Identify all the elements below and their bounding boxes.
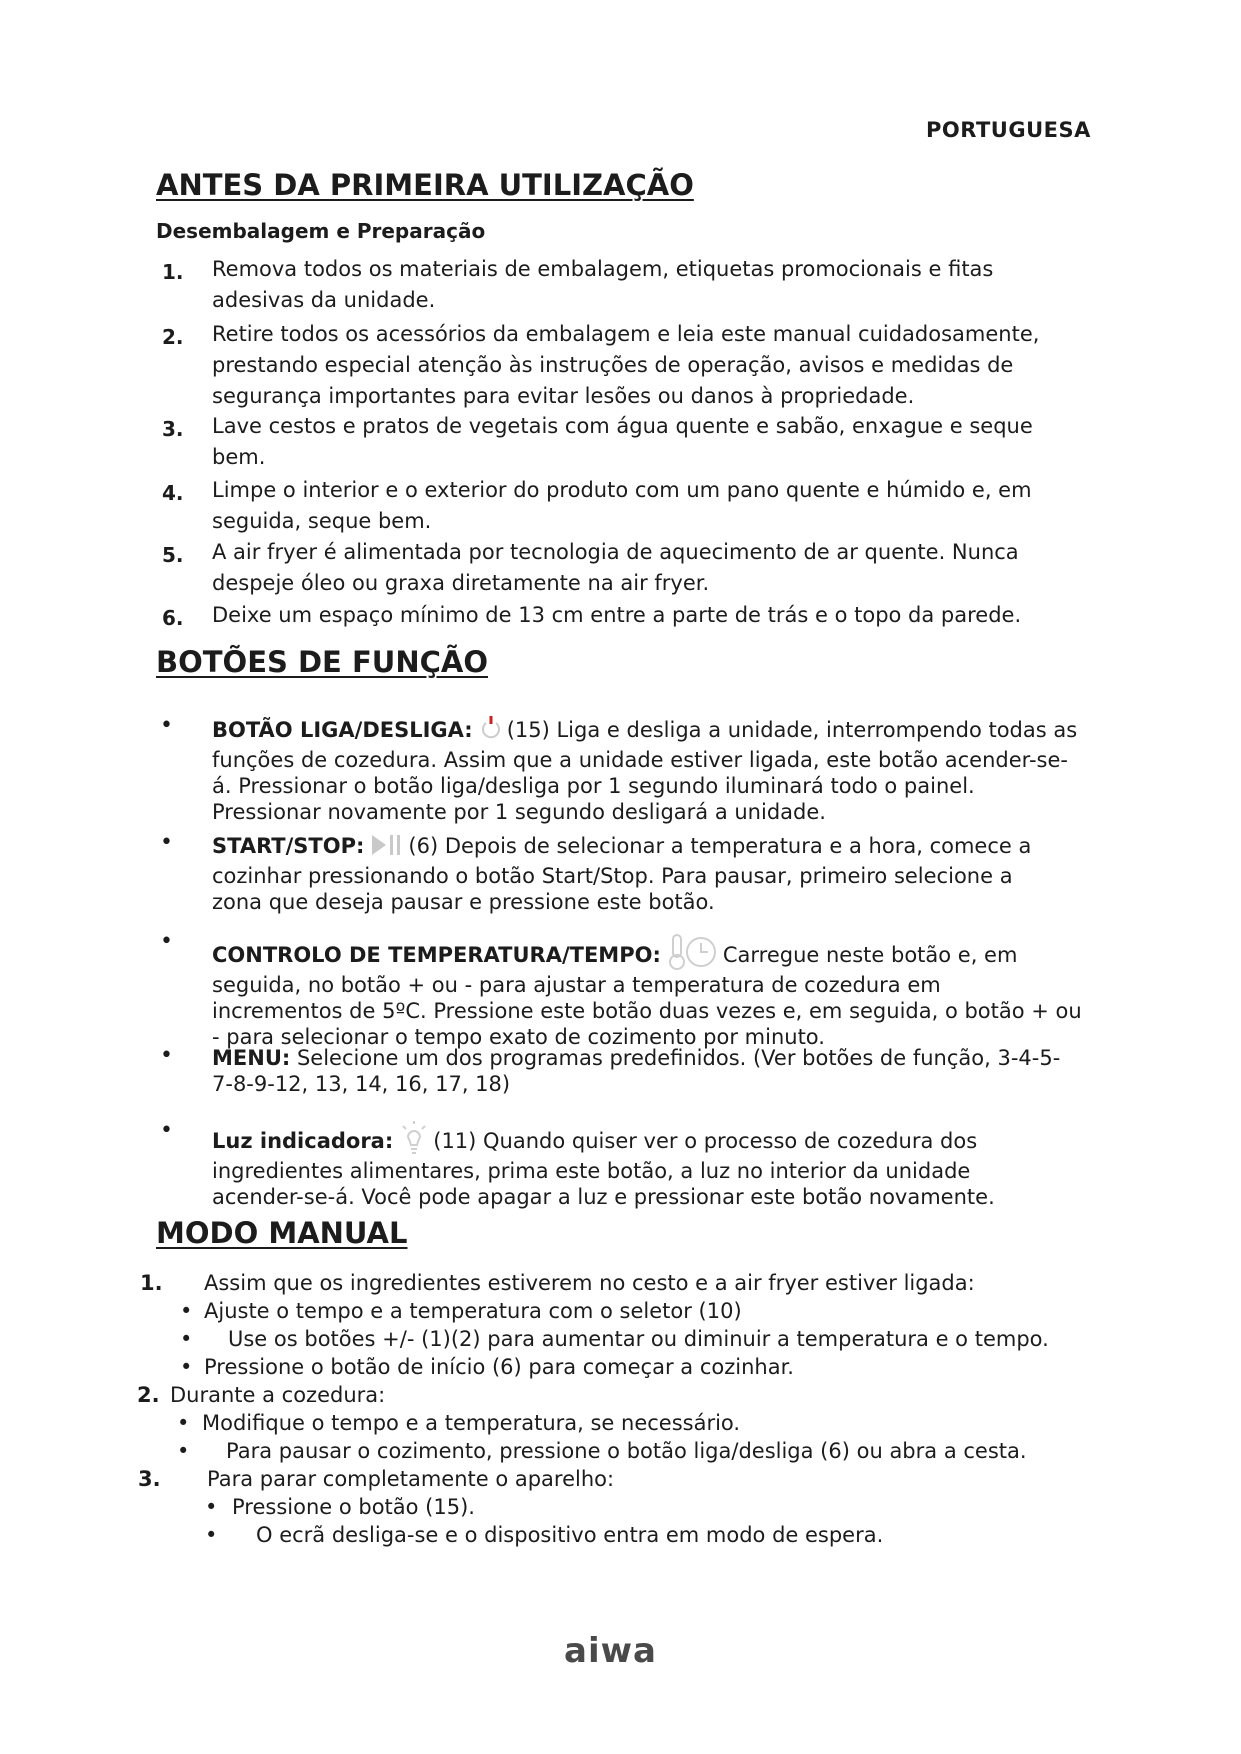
function-text-line: Pressionar novamente por 1 segundo desligará a unidade. xyxy=(212,800,826,824)
function-label: Luz indicadora: xyxy=(212,1129,394,1153)
list-number: 6. xyxy=(162,606,184,630)
brand-logo-text: aiwa xyxy=(564,1636,657,1670)
step-sub-item: Ajuste o tempo e a temperatura com o seletor (10) xyxy=(204,1299,742,1323)
function-text-line: ingredientes alimentares, prima este botão, a luz no interior da unidade xyxy=(212,1159,971,1183)
bullet: • xyxy=(160,830,173,855)
function-text-line: - para selecionar o tempo exato de cozimento por minuto. xyxy=(212,1025,825,1049)
step-text: Para parar completamente o aparelho: xyxy=(207,1467,615,1491)
list-item-line: Limpe o interior e o exterior do produto com um pano quente e húmido e, em xyxy=(212,478,1032,502)
function-text: (6) Depois de selecionar a temperatura e a hora, comece a xyxy=(408,834,1032,858)
function-text: (15) Liga e desliga a unidade, interrompendo todas as xyxy=(506,718,1078,742)
list-number: 3. xyxy=(162,417,184,441)
function-item-menu xyxy=(212,1045,1117,1097)
step-number: 1. xyxy=(140,1271,163,1295)
language-label: PORTUGUESA xyxy=(926,118,1091,142)
section-title-first-use: ANTES DA PRIMEIRA UTILIZAÇÃO xyxy=(156,168,694,202)
step-sub-item: Pressione o botão (15). xyxy=(232,1495,475,1519)
function-text-line: acender-se-á. Você pode apagar a luz e pressionar este botão novamente. xyxy=(212,1185,995,1209)
list-item xyxy=(212,537,1112,599)
section-title-function-buttons: BOTÕES DE FUNÇÃO xyxy=(156,645,488,679)
list-item xyxy=(212,475,1112,537)
list-number: 1. xyxy=(162,260,184,284)
function-text: Selecione um dos programas predefinidos. (Ver botões de função, 3-4-5- xyxy=(296,1046,1061,1070)
bullet: • xyxy=(177,1411,190,1435)
function-text-line: zona que deseja pausar e pressione este botão. xyxy=(212,890,715,914)
function-text-line: cozinhar pressionando o botão Start/Stop. Para pausar, primeiro selecione a xyxy=(212,864,1013,888)
list-number: 2. xyxy=(162,325,184,349)
step-text: Durante a cozedura: xyxy=(170,1383,386,1407)
light-bulb-icon xyxy=(399,1120,429,1158)
list-item-line: A air fryer é alimentada por tecnologia de aquecimento de ar quente. Nunca xyxy=(212,540,1019,564)
step-number: 2. xyxy=(137,1383,160,1407)
function-text-line: incrementos de 5ºC. Pressione este botão duas vezes e, em seguida, o botão + ou xyxy=(212,999,1082,1023)
bullet: • xyxy=(180,1355,193,1379)
function-item-start-stop xyxy=(212,833,1117,915)
list-item xyxy=(212,254,1112,316)
bullet: • xyxy=(160,1118,173,1143)
step-sub-item: Use os botões +/- (1)(2) para aumentar ou diminuir a temperatura e o tempo. xyxy=(228,1327,1049,1351)
list-item-line: seguida, seque bem. xyxy=(212,509,432,533)
brand-logo xyxy=(562,1636,686,1674)
list-item-line: Remova todos os materiais de embalagem, etiquetas promocionais e fitas xyxy=(212,257,994,281)
list-item-line: segurança importantes para evitar lesões ou danos à propriedade. xyxy=(212,384,915,408)
bullet: • xyxy=(205,1495,218,1519)
list-number: 5. xyxy=(162,543,184,567)
list-item-line: despeje óleo ou graxa diretamente na air fryer. xyxy=(212,571,710,595)
bullet: • xyxy=(160,929,173,954)
function-item-temperature-time xyxy=(212,932,1117,1050)
step-number: 3. xyxy=(138,1467,161,1491)
function-label: START/STOP: xyxy=(212,834,365,858)
list-number: 4. xyxy=(162,481,184,505)
step-sub-item: Para pausar o cozimento, pressione o botão liga/desliga (6) ou abra a cesta. xyxy=(226,1439,1027,1463)
list-item-line: Lave cestos e pratos de vegetais com água quente e sabão, enxague e seque xyxy=(212,414,1033,438)
function-item-power xyxy=(212,715,1117,825)
power-icon xyxy=(479,715,503,747)
list-item-line: adesivas da unidade. xyxy=(212,288,436,312)
function-text: Carregue neste botão e, em xyxy=(722,943,1018,967)
bullet: • xyxy=(180,1327,193,1351)
list-item xyxy=(212,319,1112,412)
function-label: CONTROLO DE TEMPERATURA/TEMPO: xyxy=(212,943,661,967)
function-text-line: 7-8-9-12, 13, 14, 16, 17, 18) xyxy=(212,1072,511,1096)
section-subtitle-unpacking: Desembalagem e Preparação xyxy=(156,219,486,243)
function-text: (11) Quando quiser ver o processo de cozedura dos xyxy=(433,1129,978,1153)
function-label: MENU: xyxy=(212,1046,291,1070)
play-pause-icon xyxy=(370,833,404,863)
function-label: BOTÃO LIGA/DESLIGA: xyxy=(212,718,473,742)
function-item-light xyxy=(212,1120,1117,1210)
bullet: • xyxy=(177,1439,190,1463)
bullet: • xyxy=(160,1043,173,1068)
thermometer-clock-icon xyxy=(667,932,719,972)
list-item xyxy=(212,411,1112,473)
section-title-manual-mode: MODO MANUAL xyxy=(156,1216,408,1250)
step-text: Assim que os ingredientes estiverem no cesto e a air fryer estiver ligada: xyxy=(204,1271,975,1295)
list-item-line: Retire todos os acessórios da embalagem e leia este manual cuidadosamente, xyxy=(212,322,1040,346)
function-text-line: seguida, no botão + ou - para ajustar a temperatura de cozedura em xyxy=(212,973,941,997)
list-item-line: Deixe um espaço mínimo de 13 cm entre a parte de trás e o topo da parede. xyxy=(212,603,1022,627)
step-sub-item: O ecrã desliga-se e o dispositivo entra em modo de espera. xyxy=(256,1523,884,1547)
list-item-line: prestando especial atenção às instruções de operação, avisos e medidas de xyxy=(212,353,1014,377)
step-sub-item: Modifique o tempo e a temperatura, se necessário. xyxy=(202,1411,741,1435)
bullet: • xyxy=(160,713,173,738)
function-text-line: á. Pressionar o botão liga/desliga por 1 segundo iluminará todo o painel. xyxy=(212,774,975,798)
bullet: • xyxy=(205,1523,218,1547)
list-item xyxy=(212,600,1112,631)
list-item-line: bem. xyxy=(212,445,266,469)
function-text-line: funções de cozedura. Assim que a unidade estiver ligada, este botão acender-se- xyxy=(212,748,1068,772)
step-sub-item: Pressione o botão de início (6) para começar a cozinhar. xyxy=(204,1355,794,1379)
bullet: • xyxy=(180,1299,193,1323)
